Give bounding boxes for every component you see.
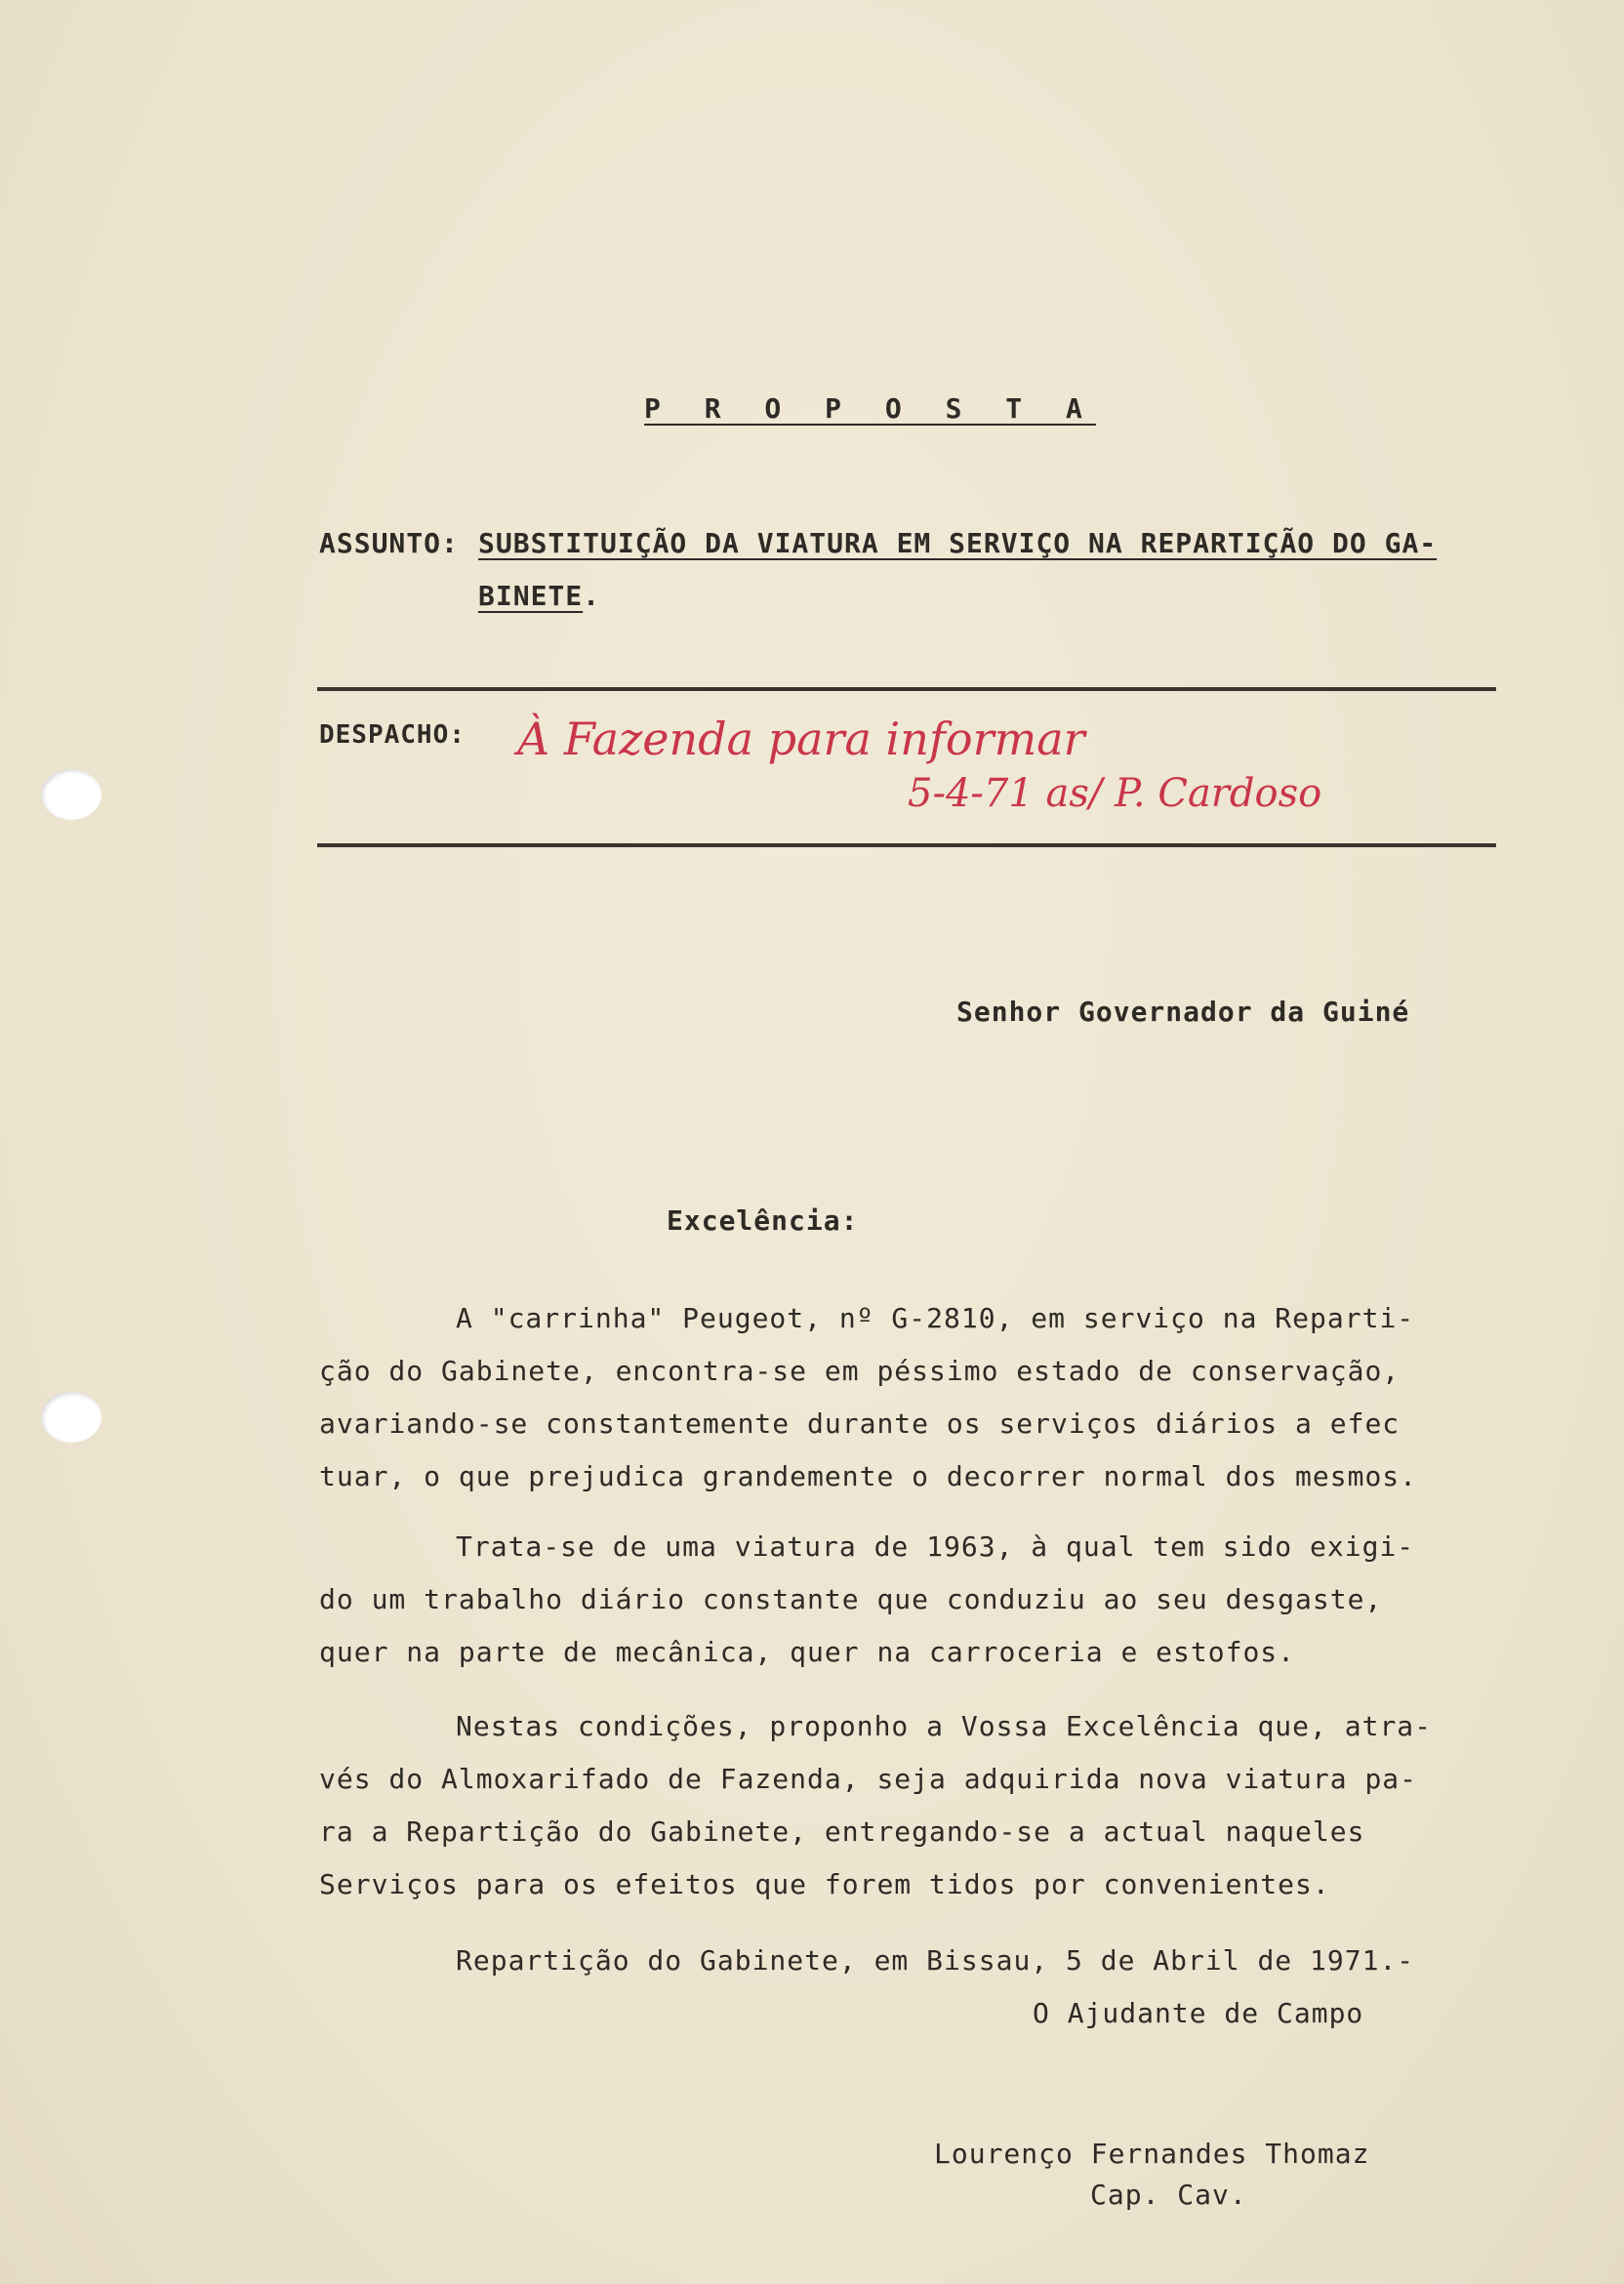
subject-line-2 (478, 580, 600, 612)
punch-hole-top (41, 769, 102, 820)
despacho-label: DESPACHO: (319, 720, 466, 750)
paragraph-3-line-1: Nestas condições, proponho a Vossa Excelência que, atra- (456, 1710, 1433, 1742)
document-title: P R O P O S T A (644, 392, 1096, 425)
addressee: Senhor Governador da Guiné (956, 996, 1410, 1028)
despacho-handwritten-line-2: 5-4-71 as/ P. Cardoso (908, 771, 1322, 816)
subject-label: ASSUNTO: (319, 527, 459, 559)
signer-title: O Ajudante de Campo (1033, 1997, 1364, 2029)
paragraph-1-line-4: tuar, o que prejudica grandemente o decorrer normal dos mesmos. (319, 1460, 1418, 1492)
subject-line-2-text: BINETE (478, 580, 584, 612)
separator-bottom (317, 843, 1496, 847)
paragraph-2-line-2: do um trabalho diário constante que conduziu ao seu desgaste, (319, 1583, 1383, 1615)
paragraph-2-line-3: quer na parte de mecânica, quer na carroceria e estofos. (319, 1636, 1296, 1668)
paragraph-1-line-3: avariando-se constantemente durante os serviços diários a efec (319, 1407, 1401, 1440)
separator-top (317, 687, 1496, 691)
subject-line-2-end: . (583, 580, 601, 612)
place-date: Repartição do Gabinete, em Bissau, 5 de Abril de 1971.- (456, 1944, 1415, 1977)
paragraph-1-line-2: ção do Gabinete, encontra-se em péssimo estado de conservação, (319, 1355, 1401, 1387)
despacho-handwritten-line-1: À Fazenda para informar (517, 713, 1085, 765)
paragraph-3-line-4: Serviços para os efeitos que forem tidos por convenientes. (319, 1868, 1330, 1900)
paragraph-2-line-1: Trata-se de uma viatura de 1963, à qual tem sido exigi- (456, 1530, 1415, 1563)
signer-name: Lourenço Fernandes Thomaz (934, 2138, 1370, 2170)
salutation: Excelência: (667, 1204, 859, 1237)
punch-hole-bottom (41, 1392, 102, 1443)
paragraph-3-line-3: ra a Repartição do Gabinete, entregando-se a actual naqueles (319, 1815, 1365, 1848)
subject-line-1: SUBSTITUIÇÃO DA VIATURA EM SERVIÇO NA REPARTIÇÃO DO GA- (478, 527, 1438, 559)
signer-rank: Cap. Cav. (1090, 2179, 1247, 2211)
paragraph-3-line-2: vés do Almoxarifado de Fazenda, seja adquirida nova viatura pa- (319, 1763, 1418, 1795)
paragraph-1-line-1: A "carrinha" Peugeot, nº G-2810, em serviço na Reparti- (456, 1302, 1415, 1334)
